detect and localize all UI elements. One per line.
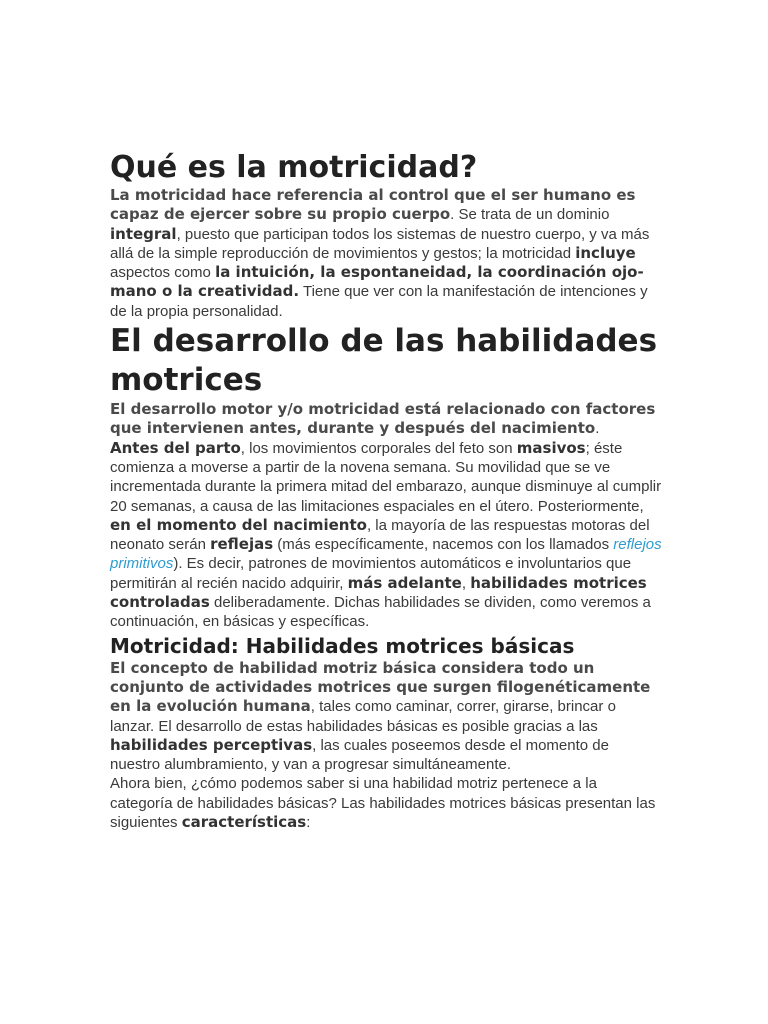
paragraph-caracteristicas (110, 774, 662, 832)
heading-habilidades-basicas: Motricidad: Habilidades motrices básicas (110, 633, 575, 658)
link-reflejos-primitivos[interactable]: reflejos primitivos (110, 536, 662, 573)
bold-mas-adelante: más adelante (347, 573, 462, 592)
text-span: , puesto que participan todos los sistemas de nuestro cuerpo, y va más allá de la simple reproducción de movimientos y gestos; la motricidad (110, 225, 650, 262)
lead-desarrollo-motor: El desarrollo motor y/o motricidad está relacionado con factores que intervienen antes, durante y después del nacimiento (110, 400, 656, 438)
text-span: . Se trata de un dominio (450, 206, 610, 224)
paragraph-definicion (110, 186, 662, 321)
text-span: , (461, 574, 471, 592)
paragraph-habilidad-basica (110, 659, 662, 775)
heading-desarrollo-habilidades: El desarrollo de las habilidades motrices (110, 323, 658, 399)
paragraph-desarrollo-motor (110, 400, 662, 439)
text-span: , la mayoría de las respuestas motoras del neonato serán (110, 516, 650, 554)
bold-habilidades-controladas: habilidades motrices controladas (110, 573, 647, 612)
text-span: ; éste comienza a moverse a partir de la novena semana. Su movilidad que se ve incrementada durante la primera mitad del embarazo, aunque disminuye al cumplir 20 semanas, a causa de las limitaciones espaciales en el útero. Posteriormente, (110, 439, 662, 515)
bold-incluye: incluye (575, 243, 636, 262)
bold-habilidades-perceptivas: habilidades perceptivas (110, 735, 313, 754)
bold-reflejas: reflejas (210, 535, 274, 554)
bold-integral: integral (110, 224, 177, 243)
bold-antes-parto: Antes del parto (110, 438, 241, 457)
text-span: deliberadamente. Dichas habilidades se dividen, como veremos a continuación, en básicas y específicas. (110, 594, 651, 631)
lead-definicion: La motricidad hace referencia al control que el ser humano es capaz de ejercer sobre su propio cuerpo (110, 186, 636, 224)
text-span: , los movimientos corporales del feto son (240, 439, 517, 457)
paragraph-antes-parto (110, 439, 662, 632)
text-span: : (306, 814, 311, 832)
text-span: Tiene que ver con la manifestación de intenciones y de la propia personalidad. (110, 283, 648, 320)
text-span: , las cuales poseemos desde el momento de nuestro alumbramiento, y van a progresar simultáneamente. (110, 736, 609, 774)
text-span: aspectos como (110, 264, 216, 282)
heading-que-es-motricidad: Qué es la motricidad? (110, 150, 478, 185)
lead-habilidad-basica: El concepto de habilidad motriz básica considera todo un conjunto de actividades motrices que surgen filogenéticamente en la evolución humana (110, 658, 651, 716)
text-span: . (595, 420, 600, 438)
text-span: , tales como caminar, correr, girarse, brincar o lanzar. El desarrollo de estas habilidades básicas es posible gracias a las (110, 698, 616, 735)
article (110, 150, 662, 832)
text-span: (más específicamente, nacemos con los llamados (273, 536, 614, 554)
bold-caracteristicas: características (181, 813, 307, 832)
bold-nacimiento: en el momento del nacimiento (110, 515, 367, 534)
text-span: Ahora bien, ¿cómo podemos saber si una habilidad motriz pertenece a la categoría de habilidades básicas? Las habilidades motrices básicas presentan las siguientes (110, 775, 656, 832)
bold-aspectos: la intuición, la espontaneidad, la coordinación ojo-mano o la creatividad. (110, 263, 644, 301)
text-span: ). Es decir, patrones de movimientos automáticos e involuntarios que permitirán al recién nacido adquirir, (110, 555, 632, 592)
bold-masivos: masivos (516, 438, 586, 457)
